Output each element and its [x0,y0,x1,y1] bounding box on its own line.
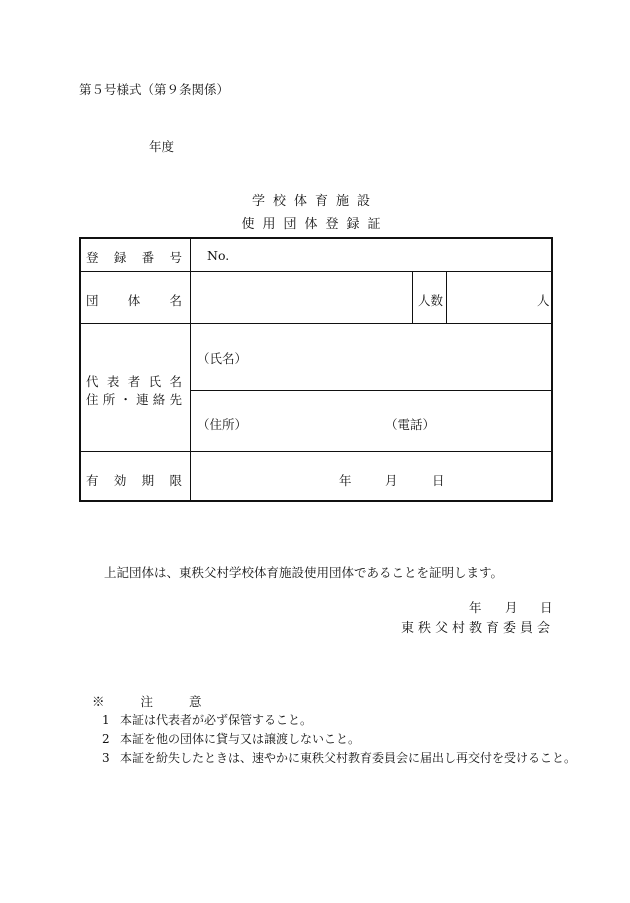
rep-label-line2 [86,391,182,409]
address-field-label: （住所） [197,417,248,432]
reg-number-prefix: No. [207,248,230,263]
validity-label-text: 有 効 期 限 [86,473,182,488]
rep-label-line2-text: 住 所 ・ 連 絡 先 [86,392,182,407]
issue-date-day: 日 [540,600,553,615]
note-item [102,711,312,728]
name-field-label: （氏名） [197,351,248,366]
validity-month: 月 [385,473,398,488]
rep-label-line1 [86,373,182,391]
issuer-name: 東秩父村教育委員会 [401,621,555,636]
note-text: 本証を紛失したときは、速やかに東秩父村教育委員会に届出し再交付を受けること。 [120,751,577,765]
member-count-unit: 人 [537,293,550,308]
validity-day: 日 [432,473,445,488]
note-number: 1 [102,713,110,727]
rep-label-line1-text: 代 表 者 氏 名 [86,374,182,389]
document-title-line2: 使用団体登録証 [241,217,389,232]
notes-heading: ※ 注 意 [92,694,218,709]
form-number: 第５号様式（第９条関係） [79,82,230,97]
note-item [102,749,576,766]
reg-number-label-text: 登 録 番 号 [86,250,182,265]
validity-year: 年 [339,473,352,488]
column-divider [446,271,447,323]
row-divider [81,451,551,452]
note-number: 2 [102,732,110,746]
column-divider [190,239,191,500]
member-count-label: 人数 [418,293,444,308]
row-divider [81,323,551,324]
reg-number-label [86,248,182,266]
fiscal-year-label: 年度 [149,139,175,154]
certification-statement: 上記団体は、東秩父村学校体育施設使用団体であることを証明します。 [104,565,504,580]
row-divider [190,390,551,391]
group-name-label [86,291,182,309]
row-divider [81,271,551,272]
note-text: 本証は代表者が必ず保管すること。 [120,713,313,727]
column-divider [412,271,413,323]
issue-date-year: 年 [469,600,482,615]
issue-date-month: 月 [505,600,518,615]
group-name-label-text: 団 体 名 [86,293,182,308]
validity-label [86,471,182,489]
phone-field-label: （電話） [385,417,436,432]
note-text: 本証を他の団体に貸与又は譲渡しないこと。 [120,732,361,746]
note-item [102,730,360,747]
document-title-line1: 学校体育施設 [251,194,378,209]
registration-table [79,237,553,502]
note-number: 3 [102,751,110,765]
